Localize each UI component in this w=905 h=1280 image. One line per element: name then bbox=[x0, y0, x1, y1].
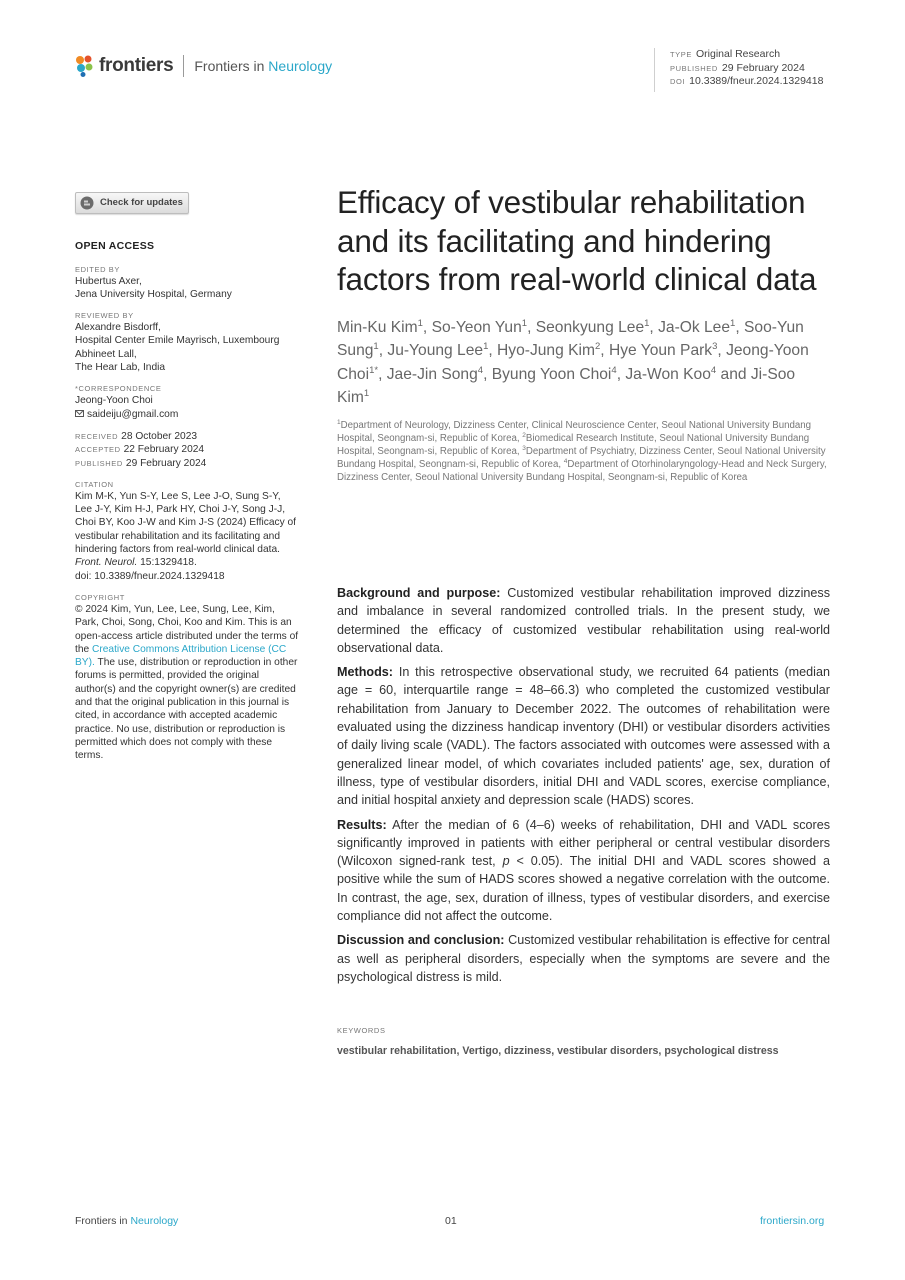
abstract-results: Results: After the median of 6 (4–6) weeks of rehabilitation, DHI and VADL scores significantly improved in patients with either peripheral or central vestibular disorders (Wilcoxon signed-rank test, p < 0.05). The initial DHI and VADL scores showed a positive while the sum of HADS scores showed a negative correlation with the outcome. In contrast, the age, sex, duration of illness, types of vestibular disorders, and exercise compliance did not affect the outcome. bbox=[337, 817, 830, 924]
author-affiliation-marker: 1 bbox=[483, 341, 489, 352]
author-affiliation-marker: 1 bbox=[373, 341, 379, 352]
author-name[interactable]: Jeong-Yoon Choi bbox=[337, 342, 809, 383]
abstract bbox=[337, 584, 830, 992]
author-name[interactable]: Hyo-Jung Kim bbox=[497, 342, 595, 359]
copyright-text: © 2024 Kim, Yun, Lee, Lee, Sung, Lee, Kim, Park, Choi, Song, Choi, Koo and Kim. This is an open-access article distributed under the terms of the Creative Commons Attribution License (CC BY). The use, distribution or reproduction in other forums is permitted, provided the original author(s) and the copyright owner(s) are credited and that the original publication in this journal is cited, in accordance with accepted academic practice. No use, distribution or reproduction is permitted which does not comply with these terms. bbox=[75, 603, 299, 762]
author-name[interactable]: So-Yeon Yun bbox=[431, 318, 522, 336]
affiliation-text: Department of Psychiatry, Dizziness Center, Seoul National University Bundang Hospital, Seongnam-si, Republic of Korea, bbox=[337, 445, 826, 471]
frontiers-logo-icon bbox=[75, 55, 95, 77]
dates-section: RECEIVED 28 October 2023 ACCEPTED 22 February 2024 PUBLISHED 29 February 2024 bbox=[75, 430, 207, 469]
affiliation-marker: 1 bbox=[337, 418, 341, 426]
abstract-discussion: Discussion and conclusion: Customized vestibular rehabilitation is effective for central as well as peripheral disorders, especially when the symptoms are severe and the psychological distress is mild. bbox=[337, 933, 830, 984]
header-divider bbox=[183, 55, 184, 77]
correspondence-section: *CORRESPONDENCE Jeong-Yoon Choi saideiju@gmail.com bbox=[75, 383, 300, 421]
license-link[interactable]: Creative Commons Attribution License (CC BY). bbox=[75, 643, 287, 669]
author-list: Min-Ku Kim$^1$, So-Yeon Yun$^1$, Seonkyung Lee$^1$, Ja-Ok Lee$^1$, Soo-Yun Sung$^1$, Ju-Young Lee$^1$, Hyo-Jung Kim$^2$, Hye Youn Park$^3$, Jeong-Yoon Choi$^{1*}$, Jae-Jin Song$^4$, Byung Yoon Choi$^4$, Ja-Won Koo$^4$ and Ji-Soo Kim$^1$ bbox=[337, 317, 809, 406]
author-name[interactable]: Ja-Ok Lee bbox=[658, 318, 731, 336]
citation-text: Kim M-K, Yun S-Y, Lee S, Lee J-O, Sung S-Y, Lee J-Y, Kim H-J, Park HY, Choi J-Y, Song J-J, Choi BY, Koo J-W and Kim J-S (2024) Efficacy of vestibular rehabilitation and its facilitating and hindering factors from real-world clinical data. bbox=[75, 490, 297, 556]
edited-by-section: EDITED BY Hubertus Axer, Jena University Hospital, Germany bbox=[75, 264, 232, 300]
publisher-logo[interactable] bbox=[75, 54, 332, 78]
citation-doi[interactable]: doi: 10.3389/fneur.2024.1329418 bbox=[75, 570, 225, 582]
affiliation-marker: 3 bbox=[522, 444, 526, 452]
affiliation-marker: 2 bbox=[522, 431, 526, 439]
author-name[interactable]: Min-Ku Kim bbox=[337, 318, 418, 336]
article-meta bbox=[654, 48, 823, 92]
abstract-methods: Methods: In this retrospective observational study, we recruited 64 patients (median age = 60, interquartile range = 48–66.3) who completed the customized vestibular rehabilitation from January to December 2022. The outcomes of rehabilitation were evaluated using the dizziness handicap inventory (DHI) or vestibular disorders activities of daily living scale (VADL). The factors associated with outcomes were assessed with a generalized linear model, of which covariates included patients' age, sex, duration of illness, type of vestibular disorders, initial DHI and VADL scores, exercise compliance, and initial hospital anxiety and depression scale (HADS) scores. bbox=[337, 665, 830, 808]
article-header bbox=[337, 183, 830, 485]
article-title: Efficacy of vestibular rehabilitation and its facilitating and hindering factors from real-world clinical data bbox=[337, 184, 817, 297]
mail-icon bbox=[75, 410, 84, 417]
author-affiliation-marker: 1* bbox=[369, 364, 379, 376]
open-access-label: OPEN ACCESS bbox=[75, 240, 155, 253]
author-affiliation-marker: 1 bbox=[417, 317, 423, 329]
keywords-label: KEYWORDS bbox=[337, 1026, 386, 1035]
correspondence-email[interactable]: saideiju@gmail.com bbox=[75, 408, 300, 421]
author-affiliation-marker: 1 bbox=[363, 388, 370, 399]
affiliation-text: Biomedical Research Institute, Seoul National University Bundang Hospital, Seongnam-si, Republic of Korea, bbox=[337, 432, 810, 457]
abstract-background: Background and purpose: Customized vestibular rehabilitation improved dizziness and imbalance in several randomized controlled trials. In the present study, we determined the efficacy of customized vestibular rehabilitation using real-world observational data. bbox=[337, 586, 831, 655]
meta-type: TYPE Original Research bbox=[670, 48, 781, 60]
author-name[interactable]: Jae-Jin Song bbox=[386, 365, 478, 383]
author-affiliation-marker: 1 bbox=[644, 317, 650, 329]
footer-journal: Frontiers in Neurology bbox=[75, 1215, 179, 1227]
keywords-list: vestibular rehabilitation, Vertigo, dizziness, vestibular disorders, psychological distress bbox=[337, 1045, 779, 1057]
author-affiliation-marker: 2 bbox=[594, 341, 601, 352]
check-updates-icon bbox=[80, 196, 94, 210]
reviewed-by-section: REVIEWED BY Alexandre Bisdorff, Hospital Center Emile Mayrisch, Luxembourg Abhineet Lall, The Hear Lab, India bbox=[75, 311, 280, 374]
footer-site-link[interactable]: frontiersin.org bbox=[760, 1215, 825, 1227]
author-name[interactable]: Ja-Won Koo bbox=[625, 365, 711, 383]
author-name[interactable]: Seonkyung Lee bbox=[535, 318, 645, 336]
meta-published: PUBLISHED 29 February 2024 bbox=[670, 61, 805, 74]
author-affiliation-marker: 4 bbox=[477, 364, 484, 376]
page-number: 01 bbox=[445, 1215, 457, 1227]
check-for-updates-button[interactable]: Check for updates bbox=[75, 192, 189, 214]
author-affiliation-marker: 1 bbox=[521, 317, 528, 329]
author-name[interactable]: Byung Yoon Choi bbox=[491, 365, 612, 383]
author-affiliation-marker: 4 bbox=[710, 364, 717, 376]
author-affiliation-marker: 3 bbox=[712, 341, 718, 352]
affiliation-marker: 4 bbox=[563, 458, 568, 466]
author-name[interactable]: Ji-Soo Kim bbox=[337, 365, 796, 406]
author-name[interactable]: Hye Youn Park bbox=[608, 342, 713, 359]
affiliations bbox=[337, 419, 830, 485]
author-name[interactable]: Ju-Young Lee bbox=[387, 342, 484, 359]
sidebar bbox=[75, 192, 300, 763]
affiliation-text: Department of Neurology, Dizziness Center, Clinical Neuroscience Center, Seoul National University Bundang Hospital, Seongnam-si, Republic of Korea, bbox=[337, 419, 812, 444]
affiliation-text: Department of Otorhinolaryngology-Head and Neck Surgery, Dizziness Center, Seoul National University Bundang Hospital, Seongnam-si, Republic of Korea bbox=[337, 459, 827, 484]
citation-section: CITATION Kim M-K, Yun S-Y, Lee S, Lee J-O, Sung S-Y, Lee J-Y, Kim H-J, Park HY, Choi J-Y, Song J-J, Choi BY, Koo J-W and Kim J-S (2024) Efficacy of vestibular rehabilitation and its facilitating and hindering factors from real-world clinical data. Front. Neurol. 15:1329418. doi: 10.3389/fneur.2024.1329418 bbox=[75, 479, 300, 583]
journal-title: Frontiers in Neurology bbox=[194, 58, 333, 74]
author-name[interactable]: Soo-Yun Sung bbox=[337, 318, 804, 359]
author-affiliation-marker: 4 bbox=[611, 364, 617, 376]
meta-doi[interactable]: DOI 10.3389/fneur.2024.1329418 bbox=[670, 75, 824, 87]
publisher-name: frontiers bbox=[99, 55, 174, 76]
copyright-section: COPYRIGHT © 2024 Kim, Yun, Lee, Lee, Sung, Lee, Kim, Park, Choi, Song, Choi, Koo and Kim. This is an open-access article distributed under the terms of the Creative Commons Attribution License (CC BY). The use, distribution or reproduction in other forums is permitted, provided the original author(s) and the copyright owner(s) are credited and that the original publication in this journal is cited, in accordance with accepted academic practice. No use, distribution or reproduction is permitted which does not comply with these terms. bbox=[75, 592, 299, 762]
author-affiliation-marker: 1 bbox=[730, 317, 736, 329]
